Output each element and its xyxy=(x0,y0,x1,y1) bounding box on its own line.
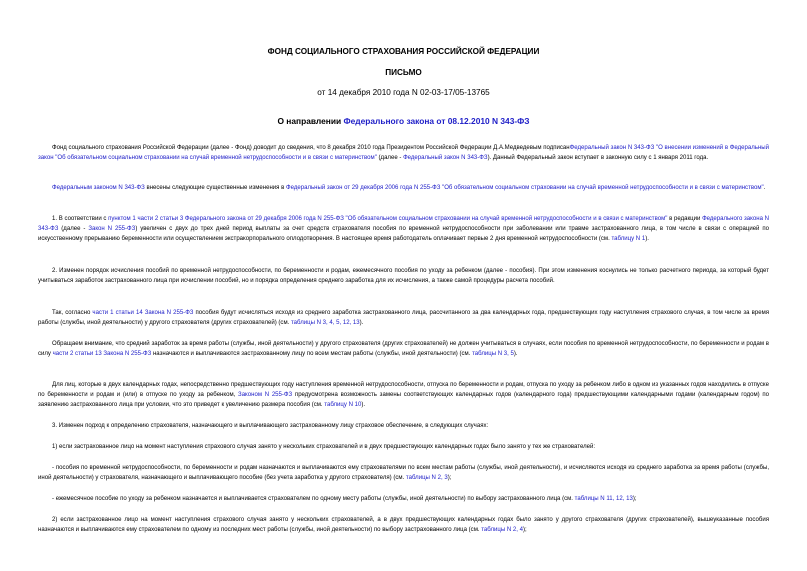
subject-law-link[interactable]: Федерального закона от 08.12.2010 N 343-ФЗ xyxy=(343,116,530,126)
date-number-heading: от 14 декабря 2010 года N 02-03-17/05-13765 xyxy=(317,88,490,97)
tables-3-5-link[interactable]: таблицы N 3, 5 xyxy=(472,351,514,358)
paragraph-year-replacement: Для лиц, которые в двух календарных годах, непосредственно предшествующих году наступления временной нетрудоспособности, отпуска по беременности и родам, отпуска по уходу за ребенком либо в одном из указанных годов находились в отпуске по беременности и родам и (или) в отпуске по уходу за ребенком, Законом N 255-ФЗ предусмотрена возможность замены соответствующих календарных годов (календарного года) предшествующими календарными годами (календарным годом) по заявлению застрахованного лица при условии, что это приведет к увеличению размера пособия (см. таблицу N 10). xyxy=(38,382,770,409)
paragraph-attention: Обращаем внимание, что средний заработок за время работы (службы, иной деятельности) у другого страхователя (других страхователей) не должен учитываться в случаях, если пособия по временной нетрудоспособности, по беременности и родам в силу части 2 статьи 13 Закона N 255-ФЗ назначаются и выплачиваются застрахованному лицу по всем местам работы (службы, иной деятельности) (см. таблицы N 3, 5). xyxy=(38,341,769,358)
tables-3-13-link[interactable]: таблицы N 3, 4, 5, 12, 13 xyxy=(290,320,360,327)
paragraph-item-2: 2. Изменен порядок исчисления пособий по временной нетрудоспособности, по беременности и родам, ежемесячного пособия по уходу за ребенком (далее - пособия). При этом изменения коснулись не только расчетного периода, за который будет учитываться заработок застрахованного лица при исчислении пособий, но и порядка определения среднего заработка для их исчисления, а также самой процедуры расчета пособий. xyxy=(38,268,769,285)
law-343-link[interactable]: Федеральный закон N 343-ФЗ xyxy=(403,155,488,162)
law-255-link[interactable]: Закон N 255-ФЗ xyxy=(88,226,136,233)
paragraph-changes-intro: Федеральным законом N 343-ФЗ внесены следующие существенные изменения в Федеральный закон от 29 декабря 2006 года N 255-ФЗ "Об обязательном социальном страховании на случай временной нетрудоспособности и в связи с материнством". xyxy=(52,185,766,191)
subject-prefix: О направлении xyxy=(277,116,344,126)
law-343-full-link[interactable]: Федеральный закон N 343-ФЗ "О внесении изменений в Федеральный закон "Об обязательном социальном страховании на случай временной нетрудоспособности и в связи с материнством" xyxy=(38,145,769,162)
law-255-article-3-link[interactable]: пунктом 1 части 2 статьи 3 Федерального закона от 29 декабря 2006 года N 255-ФЗ "Об обязательном социальном страховании на случай временной нетрудоспособности и в связи с материнством" xyxy=(108,216,668,222)
paragraph-calculation-period: Так, согласно части 1 статьи 14 Закона N 255-ФЗ пособия будут исчисляться исходя из среднего заработка застрахованного лица, рассчитанного за два календарных года, предшествующих году наступления страхового случая, в том числе за время работы (службы, иной деятельности) у другого страхователя (других страхователей) (см. таблицы N 3, 4, 5, 12, 13). xyxy=(38,310,769,327)
paragraph-case-1: 1) если застрахованное лицо на момент наступления страхового случая занято у нескольких страхователей и в двух предшествующих календарных годах было занято у тех же страхователей: xyxy=(52,444,596,450)
law-255-article-14-link[interactable]: части 1 статьи 14 Закона N 255-ФЗ xyxy=(92,310,194,316)
law-255-full-link[interactable]: Федеральный закон от 29 декабря 2006 года N 255-ФЗ "Об обязательном социальном страховании на случай временной нетрудоспособности и в связи с материнством" xyxy=(286,185,764,191)
law-343-link[interactable]: Федерального закона N 343-ФЗ xyxy=(38,216,770,233)
law-343-link[interactable]: Федеральным законом N 343-ФЗ xyxy=(52,185,145,191)
paragraph-intro: Фонд социального страхования Российской Федерации (далее - Фонд) доводит до сведения, что 8 декабря 2010 года Президентом Российской Федерации Д.А.Медведевым подписанФедеральный закон N 343-ФЗ "О внесении изменений в Федеральный закон "Об обязательном социальном страховании на случай временной нетрудоспособности и в связи с материнством" (далее - Федеральный закон N 343-ФЗ). Данный Федеральный закон вступает в законную силу с 1 января 2011 года. xyxy=(38,145,769,162)
table-10-link[interactable]: таблицу N 10 xyxy=(324,402,362,409)
organization-heading: ФОНД СОЦИАЛЬНОГО СТРАХОВАНИЯ РОССИЙСКОЙ ФЕДЕРАЦИИ xyxy=(267,47,540,56)
paragraph-case-1-benefits: - пособия по временной нетрудоспособности, по беременности и родам назначаются и выплачиваются ему страхователями по всем местам работы (службы, иной деятельности), и исчисляются исходя из среднего заработка за время работы (службы, иной деятельности) у страхователя, назначающего и выплачивающего пособие (без учета заработка у другого страхователя) (см. таблицы N 2, 3); xyxy=(38,465,769,482)
tables-11-13-link[interactable]: таблицы N 11, 12, 13 xyxy=(574,496,633,502)
paragraph-case-2: 2) если застрахованное лицо на момент наступления страхового случая занято у нескольких страхователей, а в двух предшествующих календарных годах было занято у другого страхователя (других страхователей), вышеуказанные пособия назначаются и выплачиваются ему страхователем по одному из последних мест работы (службы, иной деятельности) по выбору застрахованного лица (см. таблицы N 2, 4); xyxy=(38,517,769,534)
tables-2-4-link[interactable]: таблицы N 2, 4 xyxy=(481,527,524,534)
law-255-article-13-link[interactable]: части 2 статьи 13 Закона N 255-ФЗ xyxy=(52,351,152,358)
tables-2-3-link[interactable]: таблицы N 2, 3 xyxy=(405,475,448,482)
subject-heading xyxy=(0,116,807,126)
table-1-link[interactable]: таблицу N 1 xyxy=(611,236,646,243)
paragraph-item-3: 3. Изменен подход к определению страхователя, назначающего и выплачивающего застрахованному лицу страховое обеспечение, в следующих случаях: xyxy=(52,423,489,429)
paragraph-case-1-childcare: - ежемесячное пособие по уходу за ребенком назначается и выплачивается страхователем по одному месту работы (службы, иной деятельности) по выбору застрахованного лица (см. таблицы N 11, 12, 13); xyxy=(52,496,637,502)
paragraph-item-1: 1. В соответствии с пунктом 1 части 2 статьи 3 Федерального закона от 29 декабря 2006 года N 255-ФЗ "Об обязательном социальном страховании на случай временной нетрудоспособности и в связи с материнством" в редакции Федерального закона N 343-ФЗ (далее - Закон N 255-ФЗ) увеличен с двух до трех дней период выплаты за счет средств страхователя пособия по временной нетрудоспособности при заболевании или травме застрахованного лица, в том числе в связи с операцией по искусственному прерыванию беременности или осуществлением экстракорпорального оплодотворения. В настоящее время работодатель оплачивает первые 2 дня временной нетрудоспособности (см. таблицу N 1). xyxy=(38,216,770,243)
document-type-heading: ПИСЬМО xyxy=(385,68,422,77)
law-255-link[interactable]: Законом N 255-ФЗ xyxy=(238,392,293,399)
